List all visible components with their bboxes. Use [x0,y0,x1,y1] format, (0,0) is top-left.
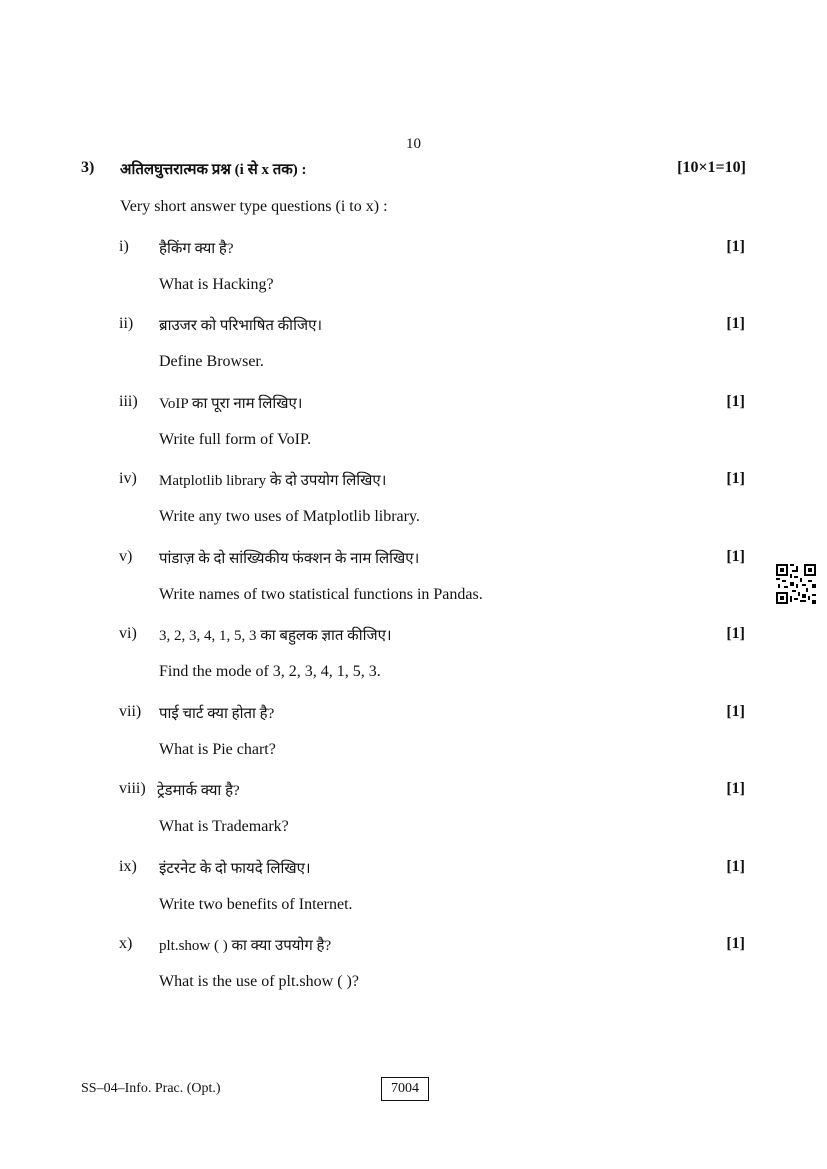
item-text-hindi: Matplotlib library के दो उपयोग लिखिए। [159,473,387,489]
item-marks: [1] [726,315,745,332]
item-number: viii) [119,780,146,797]
item-marks: [1] [726,703,745,720]
item-text-hindi: पांडाज़ के दो सांख्यिकीय फंक्शन के नाम लिखिए। [159,551,420,567]
item-text-hindi: ब्राउजर को परिभाषित कीजिए। [159,318,323,334]
footer-paper-number: 7004 [381,1077,429,1101]
item-marks: [1] [726,548,745,565]
item-number: vi) [119,625,137,642]
item-number: v) [119,548,133,565]
item-text-hindi: हैकिंग क्या है? [159,241,234,257]
question-item [0,935,827,1005]
item-text-english: Write names of two statistical functions in Pandas. [159,586,483,603]
item-number: iv) [119,470,137,487]
question-number: 3) [81,159,95,176]
question-item [0,548,827,618]
question-item [0,780,827,850]
section-heading-english: Very short answer type questions (i to x) : [120,198,388,215]
item-marks: [1] [726,858,745,875]
item-text-hindi: 3, 2, 3, 4, 1, 5, 3 का बहुलक ज्ञात कीजिए। [159,628,392,644]
item-number: i) [119,238,129,255]
item-text-hindi: पाई चार्ट क्या होता है? [159,706,275,722]
item-number: iii) [119,393,138,410]
item-marks: [1] [726,393,745,410]
item-marks: [1] [726,780,745,797]
item-text-english: What is Pie chart? [159,741,276,758]
question-item [0,703,827,773]
item-text-english: Find the mode of 3, 2, 3, 4, 1, 5, 3. [159,663,381,680]
item-marks: [1] [726,238,745,255]
item-text-hindi: इंटरनेट के दो फायदे लिखिए। [159,861,311,877]
question-item [0,238,827,308]
item-marks: [1] [726,935,745,952]
item-number: ii) [119,315,134,332]
item-text-english: What is Trademark? [159,818,289,835]
item-text-english: Write any two uses of Matplotlib library. [159,508,420,525]
question-item [0,858,827,928]
question-item [0,393,827,463]
item-text-english: What is the use of plt.show ( )? [159,973,359,990]
item-text-hindi: VoIP का पूरा नाम लिखिए। [159,396,303,412]
item-text-hindi: plt.show ( ) का क्या उपयोग है? [159,938,332,954]
section-heading-hindi: अतिलघुत्तरात्मक प्रश्न (i से x तक) : [120,162,307,178]
item-marks: [1] [726,470,745,487]
item-number: x) [119,935,133,952]
item-number: ix) [119,858,137,875]
question-item [0,470,827,540]
item-text-english: Write two benefits of Internet. [159,896,353,913]
item-text-english: Define Browser. [159,353,264,370]
item-text-hindi: ट्रेडमार्क क्या है? [157,783,240,799]
qr-code-icon [776,564,816,604]
footer-paper-code: SS–04–Info. Prac. (Opt.) [81,1081,221,1096]
question-item [0,625,827,695]
question-item [0,315,827,385]
section-marks: [10×1=10] [677,159,746,176]
page-number: 10 [406,136,421,152]
item-marks: [1] [726,625,745,642]
item-text-english: What is Hacking? [159,276,274,293]
item-text-english: Write full form of VoIP. [159,431,312,448]
item-number: vii) [119,703,142,720]
